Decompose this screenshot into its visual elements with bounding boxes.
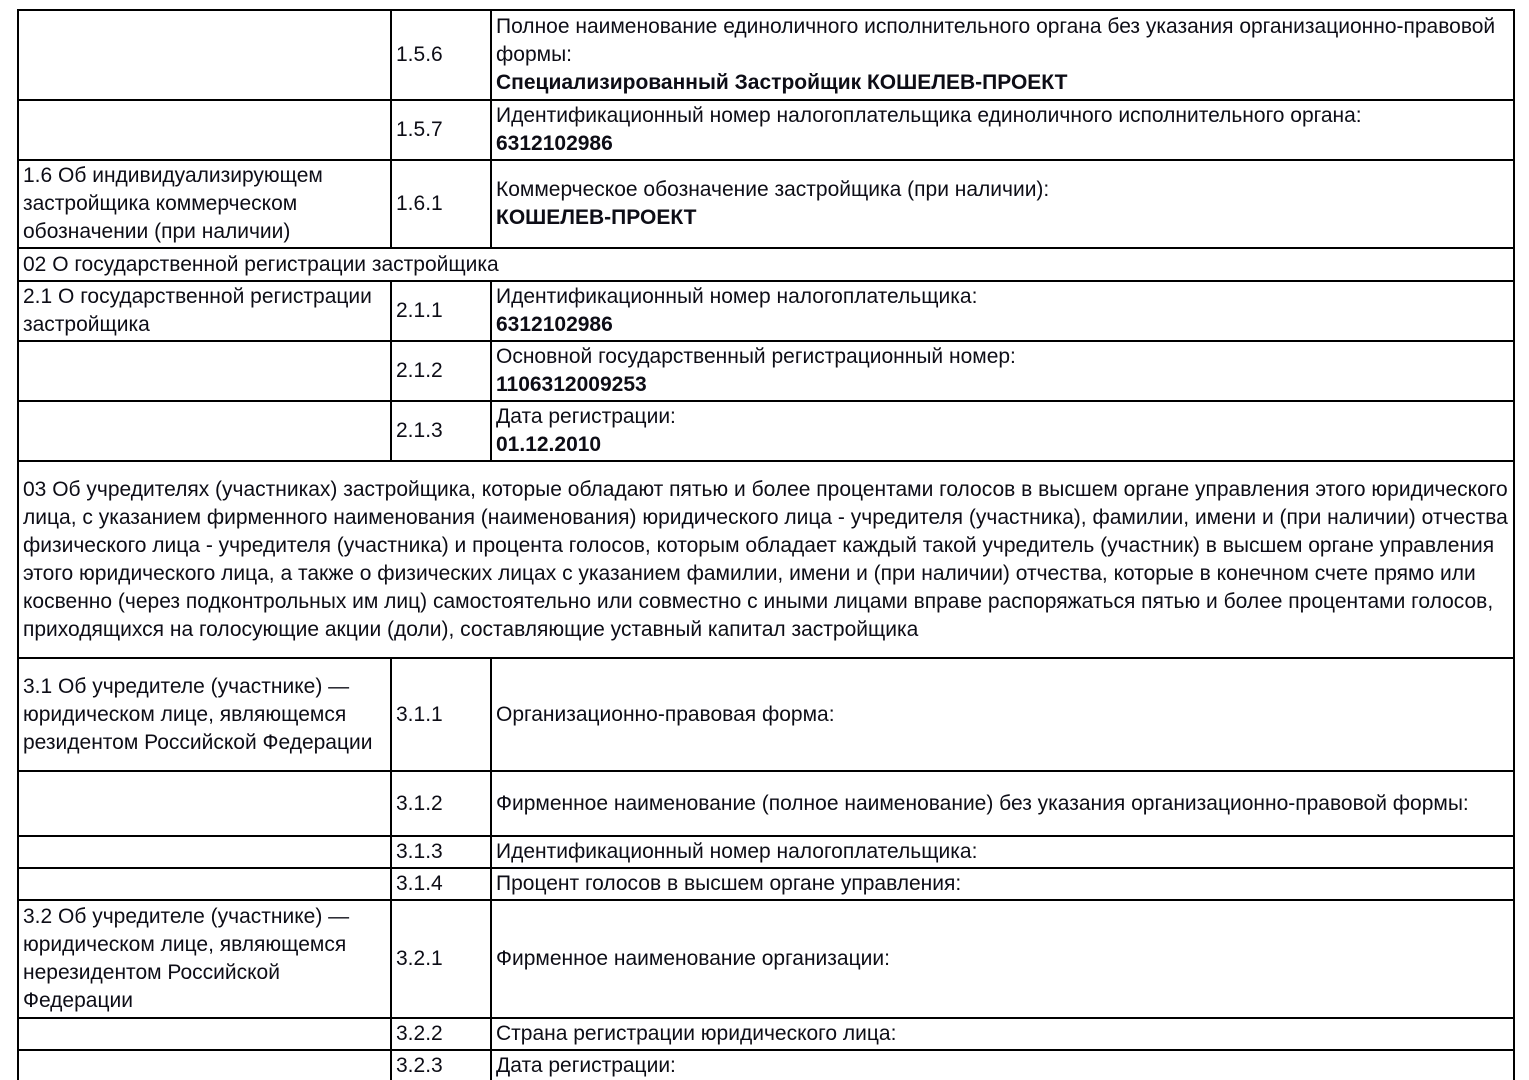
item-content-cell [491, 1050, 1514, 1080]
item-number-cell: 1.5.7 [391, 100, 491, 160]
section-header-row [18, 248, 1514, 281]
item-number-cell: 2.1.2 [391, 341, 491, 401]
field-value: 01.12.2010 [496, 433, 602, 456]
item-number-cell: 2.1.3 [391, 401, 491, 461]
developer-declaration-table [17, 9, 1515, 1080]
section-label-cell: 3.1 Об учредителе (участнике) — юридическом лице, являющемся резидентом Российской Федерации [18, 658, 391, 771]
section-label-cell: 3.2 Об учредителе (участнике) — юридическом лице, являющемся нерезидентом Российской Федерации [18, 900, 391, 1018]
item-content-cell [491, 401, 1514, 461]
field-label: Идентификационный номер налогоплательщика единоличного исполнительного органа: [496, 104, 1362, 127]
field-label: Коммерческое обозначение застройщика (при наличии): [496, 178, 1050, 201]
table-row [18, 900, 1514, 1018]
item-content-cell [491, 341, 1514, 401]
field-label: Полное наименование единоличного исполнительного органа без указания организационно-правовой формы: [496, 15, 1496, 66]
item-content-cell [491, 868, 1514, 900]
item-content-cell [491, 658, 1514, 771]
field-label: Организационно-правовая форма: [496, 702, 835, 726]
section-label-cell: 2.1 О государственной регистрации застройщика [18, 281, 391, 341]
item-number-cell: 1.5.6 [391, 10, 491, 100]
field-label: Фирменное наименование (полное наименование) без указания организационно-правовой формы: [496, 791, 1469, 815]
item-number-cell: 3.2.1 [391, 900, 491, 1018]
table-row [18, 100, 1514, 160]
item-number-cell: 3.1.2 [391, 771, 491, 836]
field-label: Фирменное наименование организации: [496, 947, 890, 970]
item-content-cell [491, 10, 1514, 100]
section-label-cell [18, 401, 391, 461]
section-label-cell [18, 100, 391, 160]
item-content-cell [491, 160, 1514, 248]
item-number-cell: 3.1.1 [391, 658, 491, 771]
item-number-cell: 3.1.4 [391, 868, 491, 900]
field-label: Основной государственный регистрационный номер: [496, 345, 1016, 368]
field-value: 6312102986 [496, 132, 613, 155]
field-value: Специализированный Застройщик КОШЕЛЕВ-ПРОЕКТ [496, 71, 1068, 94]
table-row [18, 1018, 1514, 1050]
table-row [18, 401, 1514, 461]
table-row [18, 281, 1514, 341]
item-content-cell [491, 1018, 1514, 1050]
section-label-cell [18, 836, 391, 868]
field-value: 1106312009253 [496, 373, 647, 396]
item-number-cell: 1.6.1 [391, 160, 491, 248]
section-label-cell [18, 341, 391, 401]
section-label-cell [18, 1050, 391, 1080]
section-header-cell: 02 О государственной регистрации застройщика [18, 248, 1514, 281]
section-header-cell: 03 Об учредителях (участниках) застройщика, которые обладают пятью и более процентами голосов в высшем органе управления этого юридического лица, с указанием фирменного наименования (наименования) юридического лица - учредителя (участника), фамилии, имени и (при наличии) отчества физического лица - учредителя (участника) и процента голосов, которым обладает каждый такой учредитель (участник) в высшем органе управления этого юридического лица, а также о физических лицах с указанием фамилии, имени и (при наличии) отчества, которые в конечном счете прямо или косвенно (через подконтрольных им лиц) самостоятельно или совместно с иными лицами вправе распоряжаться пятью и более процентами голосов, приходящихся на голосующие акции (доли), составляющие уставный капитал застройщика [18, 461, 1514, 658]
section-label-cell [18, 10, 391, 100]
table-row [18, 771, 1514, 836]
field-label: Процент голосов в высшем органе управления: [496, 872, 962, 895]
table-row [18, 341, 1514, 401]
field-value: КОШЕЛЕВ-ПРОЕКТ [496, 206, 697, 229]
table-row [18, 836, 1514, 868]
section-label-cell [18, 1018, 391, 1050]
table-row [18, 1050, 1514, 1080]
item-content-cell [491, 771, 1514, 836]
field-label: Идентификационный номер налогоплательщика: [496, 285, 978, 308]
section-header-row [18, 461, 1514, 658]
item-content-cell [491, 900, 1514, 1018]
section-label-cell [18, 771, 391, 836]
field-label: Страна регистрации юридического лица: [496, 1022, 897, 1045]
field-label: Дата регистрации: [496, 1054, 676, 1077]
item-number-cell: 3.2.2 [391, 1018, 491, 1050]
field-value: 6312102986 [496, 313, 613, 336]
table-row [18, 160, 1514, 248]
item-content-cell [491, 281, 1514, 341]
item-content-cell [491, 836, 1514, 868]
table-row [18, 868, 1514, 900]
field-label: Дата регистрации: [496, 405, 676, 428]
field-label: Идентификационный номер налогоплательщика: [496, 840, 978, 863]
section-label-cell [18, 868, 391, 900]
table-row [18, 658, 1514, 771]
item-number-cell: 3.1.3 [391, 836, 491, 868]
table-row [18, 10, 1514, 100]
section-label-cell: 1.6 Об индивидуализирующем застройщика коммерческом обозначении (при наличии) [18, 160, 391, 248]
item-number-cell: 2.1.1 [391, 281, 491, 341]
item-number-cell: 3.2.3 [391, 1050, 491, 1080]
item-content-cell [491, 100, 1514, 160]
